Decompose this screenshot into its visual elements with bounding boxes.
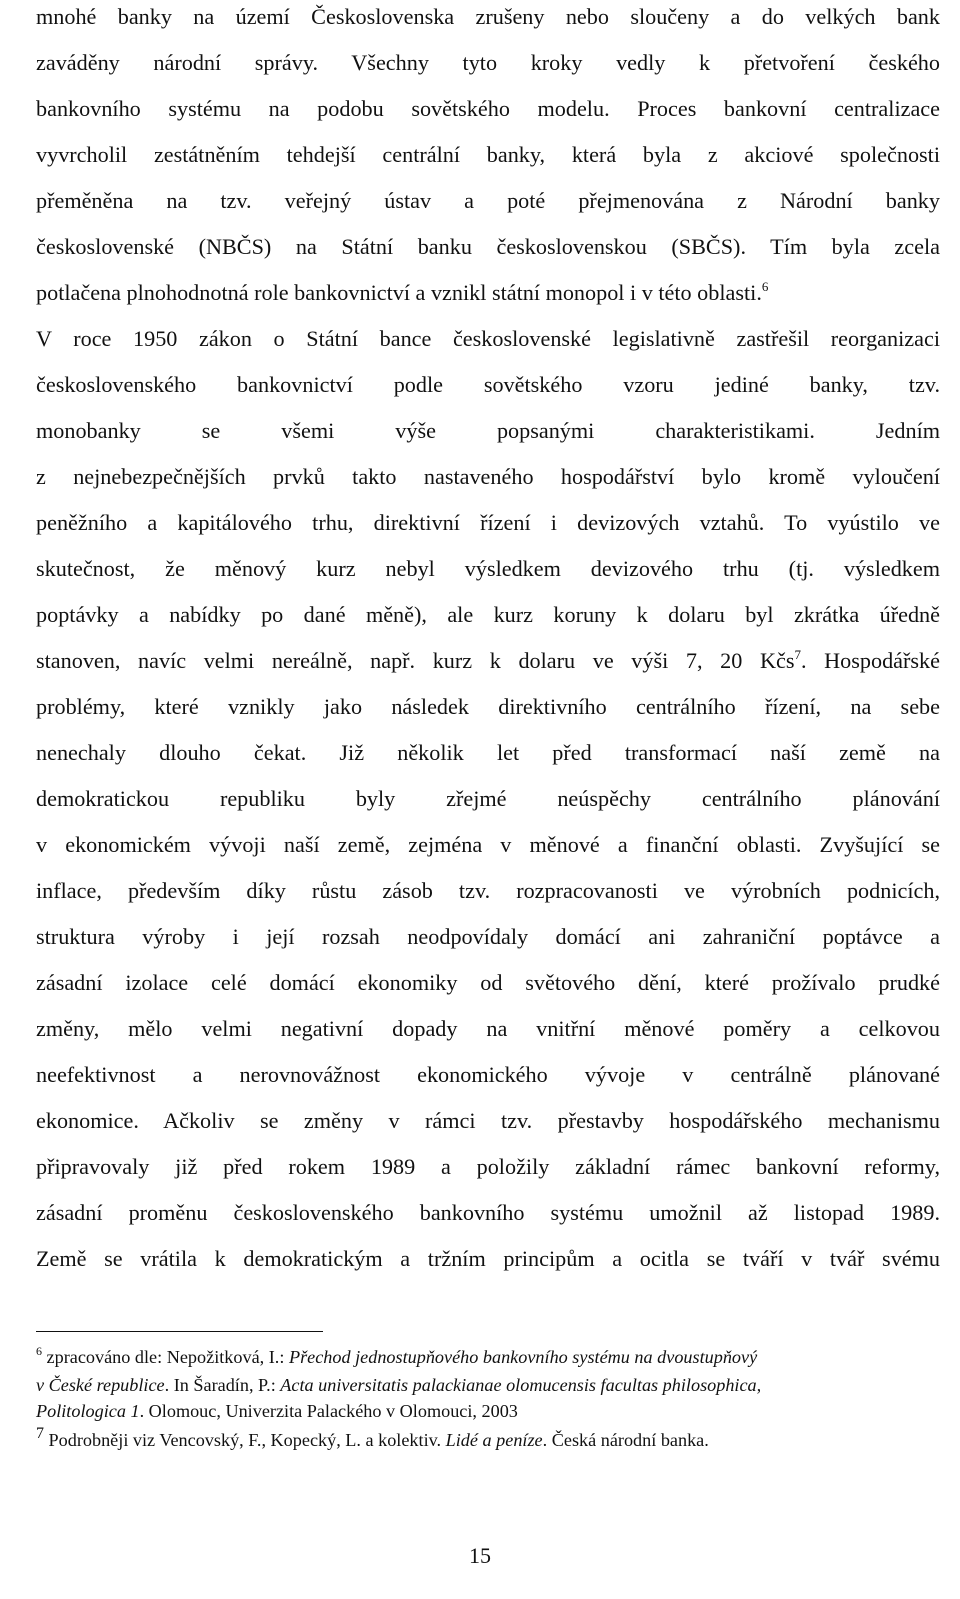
body-line-13: skutečnost, že měnový kurz nebyl výsledkem devizového trhu (tj. výsledkem [36,556,940,581]
footnote-separator [36,1331,323,1332]
body-line-7 [36,278,940,308]
footnote-6-journal-cont: Politologica 1 [36,1401,140,1421]
footnote-7-text-a: Podrobněji viz Vencovský, F., Kopecký, L. a kolektiv. [44,1430,446,1450]
body-line-1: mnohé banky na území Československa zrušeny nebo sloučeny a do velkých bank [36,4,940,29]
body-line-17: nenechaly dlouho čekat. Již několik let před transformací naší země na [36,740,940,765]
body-line-7-text: potlačena plnohodnotná role bankovnictví a vznikl státní monopol i v této oblasti. [36,280,762,305]
footnote-6-line-1 [36,1345,757,1369]
body-line-15 [36,646,940,676]
footnote-ref-7[interactable]: 7 [794,647,801,662]
footnote-7-text-c: . Česká národní banka. [542,1430,709,1450]
body-line-15-text: stanoven, navíc velmi nereálně, např. kurz k dolaru ve výši 7, 20 Kčs [36,648,795,673]
body-line-23: změny, mělo velmi negativní dopady na vnitřní měnové poměry a celkovou [36,1016,940,1041]
body-line-25: ekonomice. Ačkoliv se změny v rámci tzv. přestavby hospodářského mechanismu [36,1108,940,1133]
body-line-15-tail: . Hospodářské [800,648,940,673]
body-line-21: struktura výroby i její rozsah neodpovídaly domácí ani zahraniční poptávce a [36,924,940,949]
footnote-7-line-1 [36,1425,709,1452]
footnote-7-number: 7 [36,1425,44,1442]
body-line-11: z nejnebezpečnějších prvků takto nastaveného hospodářství bylo kromě vyloučení [36,464,940,489]
body-line-18: demokratickou republiku byly zřejmé neúspěchy centrálního plánování [36,786,940,811]
footnote-6-text-d: . In Šaradín, P.: [164,1375,281,1395]
body-line-10: monobanky se všemi výše popsanými charakteristikami. Jedním [36,418,940,443]
footnote-6-journal: Acta universitatis palackianae olomucensis facultas philosophica, [280,1375,762,1395]
footnote-6-title: Přechod jednostupňového bankovního systému na dvoustupňový [288,1347,758,1367]
body-line-26: připravovaly již před rokem 1989 a položily základní rámec bankovní reformy, [36,1154,940,1179]
footnote-6-text-a: zpracováno dle: Nepožitková, I.: [42,1347,289,1367]
body-line-12: peněžního a kapitálového trhu, direktivní řízení i devizových vztahů. To vyústilo ve [36,510,940,535]
body-line-22: zásadní izolace celé domácí ekonomiky od světového dění, které prožívalo prudké [36,970,940,995]
body-line-4: vyvrcholil zestátněním tehdejší centrální banky, která byla z akciové společnosti [36,142,940,167]
body-line-16: problémy, které vznikly jako následek direktivního centrálního řízení, na sebe [36,694,940,719]
footnote-6-number: 6 [36,1344,42,1358]
body-line-9: československého bankovnictví podle sovětského vzoru jediné banky, tzv. [36,372,940,397]
body-line-28: Země se vrátila k demokratickým a tržním principům a ocitla se tváří v tvář svému [36,1246,940,1271]
footnote-6-text-g: . Olomouc, Univerzita Palackého v Olomouci, 2003 [139,1401,518,1421]
body-line-14: poptávky a nabídky po dané měně), ale kurz koruny k dolaru byl zkrátka úředně [36,602,940,627]
footnote-ref-6[interactable]: 6 [761,279,769,294]
body-line-24: neefektivnost a nerovnovážnost ekonomického vývoje v centrálně plánované [36,1062,940,1087]
body-line-6: československé (NBČS) na Státní banku československou (SBČS). Tím byla zcela [36,234,940,259]
body-line-3: bankovního systému na podobu sovětského modelu. Proces bankovní centralizace [36,96,940,121]
footnote-7-title: Lidé a peníze [445,1430,543,1450]
body-line-27: zásadní proměnu československého bankovního systému umožnil až listopad 1989. [36,1200,940,1225]
footnote-6-line-3 [36,1399,518,1423]
footnote-6-line-2 [36,1373,761,1397]
footnote-6-title-cont: v České republice [36,1375,165,1395]
body-line-19: v ekonomickém vývoji naší země, zejména v měnové a finanční oblasti. Zvyšující se [36,832,940,857]
body-line-5: přeměněna na tzv. veřejný ústav a poté přejmenována z Národní banky [36,188,940,213]
body-line-2: zaváděny národní správy. Všechny tyto kroky vedly k přetvoření českého [36,50,940,75]
body-line-20: inflace, především díky růstu zásob tzv. rozpracovanosti ve výrobních podnicích, [36,878,940,903]
page-number: 15 [469,1543,491,1568]
body-line-8: V roce 1950 zákon o Státní bance československé legislativně zastřešil reorganizaci [36,326,940,351]
